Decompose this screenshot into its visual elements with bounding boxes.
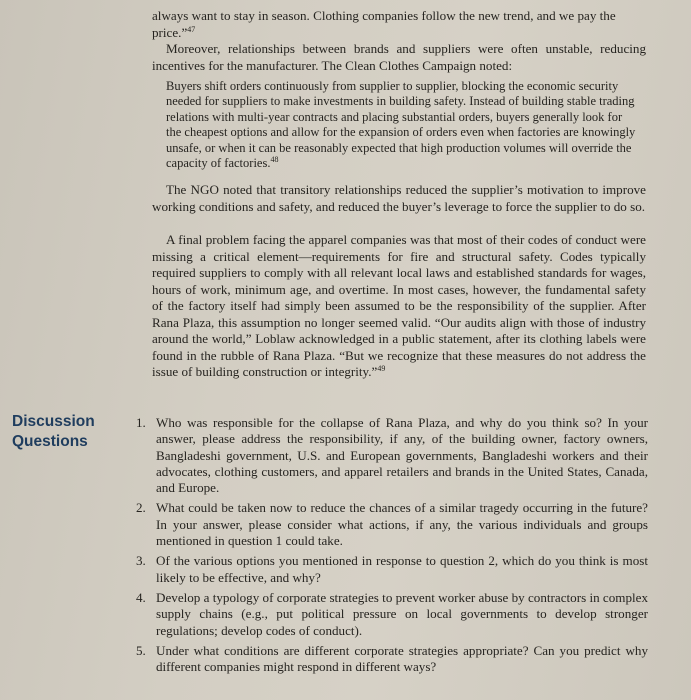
question-text: Who was responsible for the collapse of Rana Plaza, and why do you think so? In your answer, please address the responsibility, if any, of the building owner, factory owners, Bangladeshi government, U.S. and European governments, Bangladeshi workers and their advocates, clothing customers, and apparel retailers and brands in the United States, Canada, and Europe. (156, 415, 648, 496)
question-item (136, 500, 648, 549)
question-number: 1. (136, 415, 146, 430)
final-paragraph (152, 232, 646, 381)
question-item (136, 553, 648, 586)
questions-list (136, 415, 648, 679)
moreover-paragraph-text: Moreover, relationships between brands and suppliers were often unstable, reducing incentives for the manufacturer. The Clean Clothes Campaign noted: (152, 41, 646, 73)
top-paragraph-line2 (152, 25, 646, 42)
discussion-questions-heading (12, 412, 95, 452)
question-text: Develop a typology of corporate strategies to prevent worker abuse by contractors in complex supply chains (e.g., put political pressure on local governments to develop stronger regulations; develop codes of conduct). (156, 589, 648, 638)
question-number: 5. (136, 642, 146, 658)
top-paragraph-line1: always want to stay in season. Clothing companies follow the new trend, and we pay the (152, 8, 616, 23)
question-number: 2. (136, 500, 146, 516)
question-number: 3. (136, 553, 146, 569)
question-item (136, 415, 648, 496)
heading-line-2: Questions (12, 433, 88, 450)
ngo-paragraph (152, 182, 646, 215)
question-item (136, 643, 648, 676)
final-paragraph-text: A final problem facing the apparel companies was that most of their codes of conduct were missing a critical element—requirements for fire and structural safety. Codes typically required suppliers to comply with all relevant local laws and established standards for wages, hours of work, minimum age, and overtime. In most cases, however, the fundamental safety of the factory itself had simply been assumed to be the responsibility of the supplier. After Rana Plaza, this assumption no longer seemed valid. “Our audits align with those of industry around the world,” Loblaw acknowledged in a public statement, after its clothing labels were found in the rubble of Rana Plaza. “But we recognize that these measures do not address the issue of building construction or integrity.” (152, 232, 646, 379)
footnote-ref-47: 47 (187, 24, 196, 34)
top-paragraph-line2-text: price.” (152, 24, 188, 40)
moreover-paragraph (152, 41, 646, 74)
question-item (136, 590, 648, 639)
ngo-paragraph-text: The NGO noted that transitory relationships reduced the supplier’s motivation to improve working conditions and safety, and reduced the buyer’s leverage to force the supplier to do so. (152, 182, 646, 214)
question-text: Of the various options you mentioned in response to question 2, which do you think is most likely to be effective, and why? (156, 553, 648, 585)
footnote-ref-48: 48 (270, 155, 279, 165)
block-quote-text: Buyers shift orders continuously from supplier to supplier, blocking the economic security needed for suppliers to make investments in building safety. Instead of building stable trading relations with multi-year contracts and placing substantial orders, buyers generally look for the cheapest options and allow for the expansion of orders even when factories are knowingly unsafe, or when it can be reasonably expected that high production volumes will override the capacity of factories. (166, 79, 636, 171)
question-text: Under what conditions are different corporate strategies appropriate? Can you predict why different companies might respond in different ways? (156, 642, 648, 675)
heading-line-1: Discussion (12, 413, 95, 430)
question-number: 4. (136, 589, 146, 605)
question-text: What could be taken now to reduce the chances of a similar tragedy occurring in the future? In your answer, please consider what actions, if any, the various individuals and groups mentioned in question 1 could take. (156, 500, 648, 549)
top-paragraph (152, 8, 646, 41)
footnote-ref-49: 49 (377, 364, 386, 373)
block-quote (166, 79, 636, 171)
